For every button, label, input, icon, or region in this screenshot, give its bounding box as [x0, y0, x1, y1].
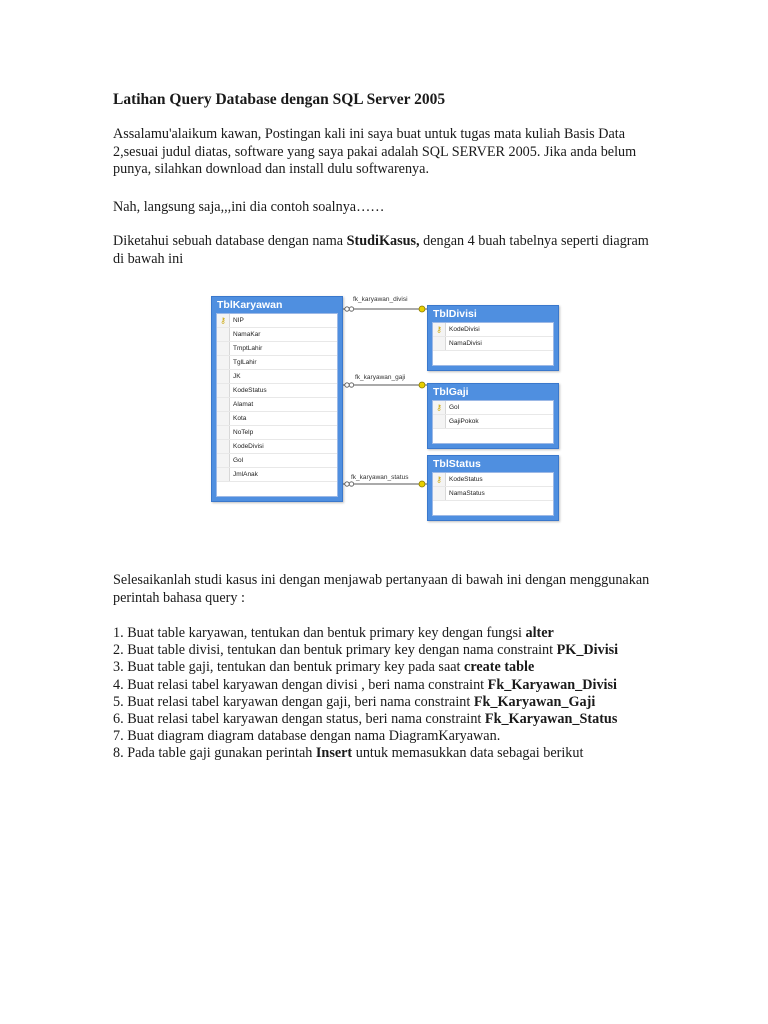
column-name: KodeStatus [233, 387, 267, 394]
row-selector [217, 468, 230, 481]
task-text: 6. Buat relasi tabel karyawan dengan status, beri nama constraint [113, 711, 485, 728]
table-divisi [427, 305, 559, 371]
task-text: 7. Buat diagram diagram database dengan nama DiagramKaryawan. [113, 728, 501, 745]
table-empty-area [433, 429, 553, 443]
task-item [113, 659, 673, 676]
column-name: KodeDivisi [233, 443, 264, 450]
column-row [217, 370, 337, 384]
column-name: KodeStatus [449, 476, 483, 483]
task-keyword: create table [464, 659, 535, 676]
task-item [113, 625, 673, 642]
column-row [217, 398, 337, 412]
table-title: TblKaryawan [217, 299, 283, 311]
selesaikan-paragraph: Selesaikanlah studi kasus ini dengan menjawab pertanyaan di bawah ini dengan menggunakan perintah bahasa query : [113, 572, 650, 606]
task-item [113, 677, 673, 694]
column-name: Gol [449, 404, 460, 411]
column-row [217, 412, 337, 426]
column-row [217, 384, 337, 398]
task-keyword: alter [525, 625, 554, 641]
row-selector [433, 337, 446, 350]
task-text: 1. Buat table karyawan, tentukan dan bentuk primary key dengan fungsi [113, 625, 526, 641]
column-row [217, 440, 337, 454]
task-item [113, 745, 673, 762]
diketahui-paragraph [113, 233, 653, 268]
task-text: 3. Buat table gaji, tentukan dan bentuk primary key pada saat [113, 659, 465, 676]
column-row [217, 426, 337, 440]
diketahui-after: dengan 4 buah tabelnya seperti diagram di bawah ini [113, 233, 649, 267]
column-row [217, 314, 337, 328]
task-item [113, 642, 673, 659]
column-name: NamaKar [233, 331, 261, 338]
row-selector [217, 398, 230, 411]
row-selector [217, 412, 230, 425]
relation-label-status: fk_karyawan_status [351, 474, 409, 481]
table-columns [432, 322, 554, 366]
task-keyword: Fk_Karyawan_Gaji [473, 693, 596, 710]
row-selector [217, 384, 230, 397]
column-name: JmlAnak [233, 471, 258, 478]
row-selector [217, 370, 230, 383]
column-name: Gol [233, 457, 244, 464]
column-row [433, 337, 553, 351]
table-columns [432, 400, 554, 444]
column-row [217, 468, 337, 482]
column-name: TmptLahir [233, 345, 263, 352]
column-row [433, 323, 553, 337]
column-name: TglLahir [233, 359, 257, 366]
task-keyword: Insert [315, 745, 353, 762]
intro-paragraph: Assalamu'alaikum kawan, Postingan kali ini saya buat untuk tugas mata kuliah Basis Data 2,sesuai judul diatas, software yang saya pakai adalah SQL SERVER 2005. Jika anda belum punya, silahkan download dan install dulu softwarenya. [113, 126, 637, 177]
database-diagram [205, 288, 575, 520]
column-row [433, 401, 553, 415]
column-row [433, 415, 553, 429]
nah-paragraph: Nah, langsung saja,,,ini dia contoh soalnya…… [113, 199, 385, 215]
primary-key-icon: ⚷ [436, 403, 442, 412]
table-empty-area [217, 482, 337, 496]
task-list [113, 625, 673, 763]
row-selector [217, 328, 230, 341]
row-selector [433, 415, 446, 428]
row-selector [217, 426, 230, 439]
row-selector [217, 454, 230, 467]
table-gaji [427, 383, 559, 449]
column-name: Alamat [233, 401, 254, 408]
task-text-after: untuk memasukkan data sebagai berikut [352, 745, 584, 762]
column-name: NamaDivisi [449, 340, 482, 347]
table-title: TblStatus [433, 458, 481, 470]
column-name: GajiPokok [449, 418, 479, 425]
column-name: NamaStatus [449, 490, 485, 497]
column-row [217, 342, 337, 356]
task-keyword: Fk_Karyawan_Divisi [487, 676, 617, 693]
column-row [217, 356, 337, 370]
primary-key-icon: ⚷ [436, 475, 442, 484]
primary-key-icon: ⚷ [436, 325, 442, 334]
column-name: Kota [233, 415, 247, 422]
task-text: 2. Buat table divisi, tentukan dan bentuk primary key dengan nama constraint [113, 642, 557, 659]
diketahui-before: Diketahui sebuah database dengan nama [113, 233, 347, 249]
column-row [433, 487, 553, 501]
task-keyword: PK_Divisi [556, 642, 619, 659]
row-selector [217, 440, 230, 453]
column-name: KodeDivisi [449, 326, 480, 333]
column-name: NIP [233, 317, 244, 324]
table-columns [432, 472, 554, 516]
task-item [113, 694, 673, 711]
table-status [427, 455, 559, 521]
page-title: Latihan Query Database dengan SQL Server 2005 [113, 91, 446, 108]
row-selector [433, 487, 446, 500]
column-name: NoTelp [233, 429, 254, 436]
table-empty-area [433, 351, 553, 365]
database-name: StudiKasus, [346, 233, 420, 249]
task-text: 4. Buat relasi tabel karyawan dengan divisi , beri nama constraint [113, 676, 488, 693]
relation-label-gaji: fk_karyawan_gaji [355, 374, 406, 381]
column-row [217, 454, 337, 468]
table-empty-area [433, 501, 553, 515]
row-selector [217, 342, 230, 355]
task-keyword: Fk_Karyawan_Status [484, 711, 618, 728]
table-title: TblGaji [433, 386, 469, 398]
primary-key-icon: ⚷ [220, 316, 226, 325]
task-text: 8. Pada table gaji gunakan perintah [113, 745, 316, 762]
task-item [113, 728, 673, 745]
table-columns [216, 313, 338, 497]
table-title: TblDivisi [433, 308, 477, 320]
column-row [217, 328, 337, 342]
relation-label-divisi: fk_karyawan_divisi [353, 296, 408, 303]
row-selector [217, 356, 230, 369]
task-text: 5. Buat relasi tabel karyawan dengan gaji, beri nama constraint [113, 693, 474, 710]
column-row [433, 473, 553, 487]
table-karyawan [211, 296, 343, 502]
column-name: JK [233, 373, 241, 380]
task-item [113, 711, 673, 728]
